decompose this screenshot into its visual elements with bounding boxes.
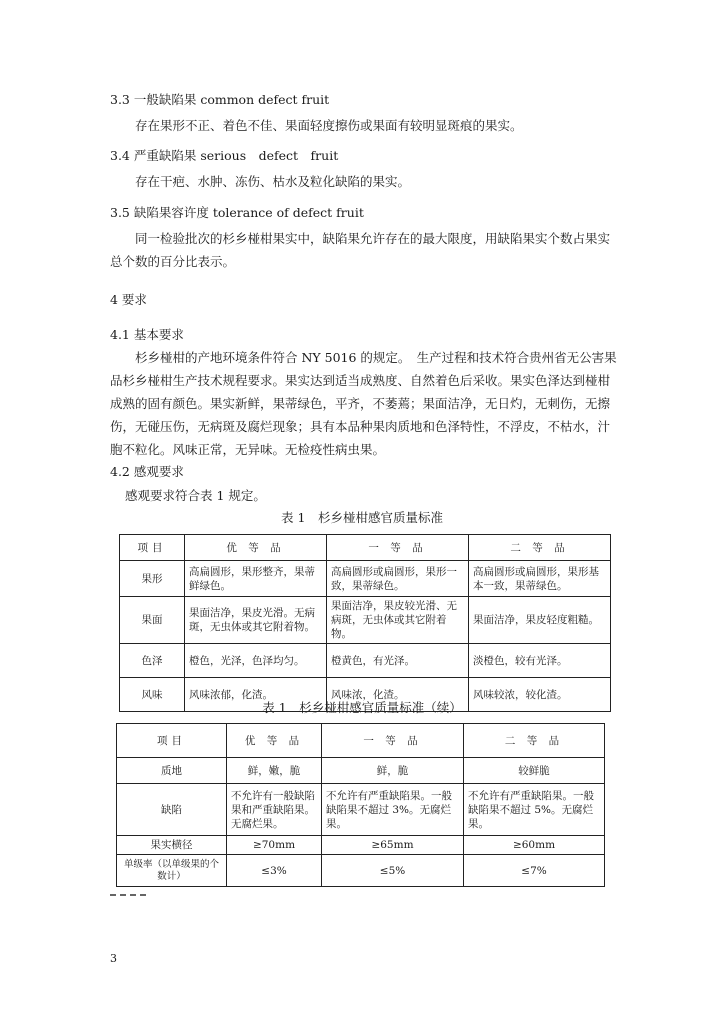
table-row bbox=[120, 644, 611, 678]
section-3-4-text: 存在干疤、水肿、冻伤、枯水及粒化缺陷的果实。 bbox=[135, 174, 411, 189]
table1b-header-premium: 优 等 品 bbox=[227, 724, 322, 758]
table1-header-row bbox=[120, 535, 611, 561]
table1b-cell: 不允许有一般缺陷果和严重缺陷果。无腐烂果。 bbox=[227, 784, 322, 836]
table1b-cell: 较鲜脆 bbox=[464, 758, 605, 784]
table1-cell: 高扁圆形或扁圆形，果形基本一致，果蒂绿色。 bbox=[469, 561, 611, 597]
table1-cell: 淡橙色，较有光泽。 bbox=[469, 644, 611, 678]
table1b-header-second: 二 等 品 bbox=[464, 724, 605, 758]
section-4-2-body bbox=[110, 484, 620, 507]
table1b-cell: ≥70mm bbox=[227, 836, 322, 855]
table1b-header-first: 一 等 品 bbox=[322, 724, 464, 758]
table-row bbox=[117, 836, 605, 855]
table1-cell: 高扁圆形，果形整齐，果蒂鲜绿色。 bbox=[185, 561, 327, 597]
table1b-cell: ≥60mm bbox=[464, 836, 605, 855]
table1b-cell: ≤5% bbox=[322, 855, 464, 887]
table1-cell: 高扁圆形或扁圆形，果形一致，果蒂绿色。 bbox=[327, 561, 469, 597]
table-row bbox=[117, 758, 605, 784]
table-row bbox=[120, 561, 611, 597]
section-4-1-body: 杉乡椪柑的产地环境条件符合 NY 5016 的规定。 生产过程和技术符合贵州省无公害果品杉乡椪柑生产技术规程要求。果实达到适当成熟度、自然着色后采收。果实色泽达到椪柑成熟的固有颜色。果实新鲜，果蒂绿色，平齐，不萎蔫；果面洁净，无日灼，无刺伤，无擦伤，无碰压伤，无病斑及腐烂现象；具有本品种果肉质地和色泽特性，不浮皮，不枯水，汁胞不粒化。风味正常，无异味。无检疫性病虫果。 bbox=[110, 350, 617, 457]
table1b-caption: 表 1 杉乡椪柑感官质量标准（续） bbox=[262, 700, 462, 715]
table1b-cell: 不允许有严重缺陷果。一般缺陷果不超过 3%。无腐烂果。 bbox=[322, 784, 464, 836]
section-3-3-text: 存在果形不正、着色不佳、果面轻度擦伤或果面有较明显斑痕的果实。 bbox=[135, 118, 523, 133]
table1-header-first: 一 等 品 bbox=[327, 535, 469, 561]
table1-cell: 风味较浓，较化渣。 bbox=[469, 678, 611, 712]
table1b-cell: ≤3% bbox=[227, 855, 322, 887]
section-4-1-title: 4.1 基本要求 bbox=[110, 327, 184, 342]
table1-cell: 橙色，光泽，色泽均匀。 bbox=[185, 644, 327, 678]
page-number: 3 bbox=[110, 952, 117, 965]
table1b-row-label: 单级率（以单级果的个数计） bbox=[117, 855, 227, 887]
table1-cell: 果面洁净，果皮轻度粗糙。 bbox=[469, 597, 611, 644]
table1-cell: 风味浓郁，化渣。 bbox=[185, 678, 327, 712]
table1b-row-label: 果实横径 bbox=[117, 836, 227, 855]
table1 bbox=[119, 534, 611, 712]
scan-artifact bbox=[110, 892, 170, 898]
table1b-cell: 鲜，脆 bbox=[322, 758, 464, 784]
table1-caption: 表 1 杉乡椪柑感官质量标准 bbox=[281, 510, 443, 525]
table1b-cell: ≤7% bbox=[464, 855, 605, 887]
table1-header-item: 项目 bbox=[120, 535, 185, 561]
section-4-2-title: 4.2 感观要求 bbox=[110, 464, 184, 479]
section-3-4-title: 3.4 严重缺陷果 serious defect fruit bbox=[110, 148, 339, 163]
section-4-title: 4 要求 bbox=[110, 292, 147, 307]
table1-cell: 果面洁净，果皮光滑。无病斑，无虫体或其它附着物。 bbox=[185, 597, 327, 644]
table1-row-label: 色泽 bbox=[120, 644, 185, 678]
section-3-3-title: 3.3 一般缺陷果 common defect fruit bbox=[110, 92, 330, 107]
table1b-row-label: 质地 bbox=[117, 758, 227, 784]
table1-row-label: 果面 bbox=[120, 597, 185, 644]
table1-row-label: 果形 bbox=[120, 561, 185, 597]
table1b-cell: ≥65mm bbox=[322, 836, 464, 855]
table1-header-premium: 优 等 品 bbox=[185, 535, 327, 561]
table1-continued bbox=[116, 723, 605, 887]
table1b-header-row bbox=[117, 724, 605, 758]
table-row bbox=[117, 784, 605, 836]
table1-cell: 果面洁净，果皮较光滑、无病斑，无虫体或其它附着物。 bbox=[327, 597, 469, 644]
table1-header-second: 二 等 品 bbox=[469, 535, 611, 561]
section-3-4-body bbox=[110, 170, 620, 193]
table1-row-label: 风味 bbox=[120, 678, 185, 712]
table1b-row-label: 缺陷 bbox=[117, 784, 227, 836]
table-row bbox=[117, 855, 605, 887]
table1b-header-item: 项目 bbox=[117, 724, 227, 758]
section-3-5-body: 同一检验批次的杉乡椪柑果实中，缺陷果允许存在的最大限度，用缺陷果实个数占果实总个数的百分比表示。 bbox=[110, 231, 611, 269]
table1-cell: 风味浓，化渣。 bbox=[327, 678, 469, 712]
table1b-cell: 不允许有严重缺陷果。一般缺陷果不超过 5%。无腐烂果。 bbox=[464, 784, 605, 836]
section-3-3-body bbox=[110, 114, 620, 137]
table-row bbox=[120, 597, 611, 644]
table1b-cell: 鲜，嫩，脆 bbox=[227, 758, 322, 784]
section-4-2-text: 感观要求符合表 1 规定。 bbox=[125, 488, 266, 503]
table1-cell: 橙黄色，有光泽。 bbox=[327, 644, 469, 678]
section-3-5-title: 3.5 缺陷果容许度 tolerance of defect fruit bbox=[110, 205, 364, 220]
